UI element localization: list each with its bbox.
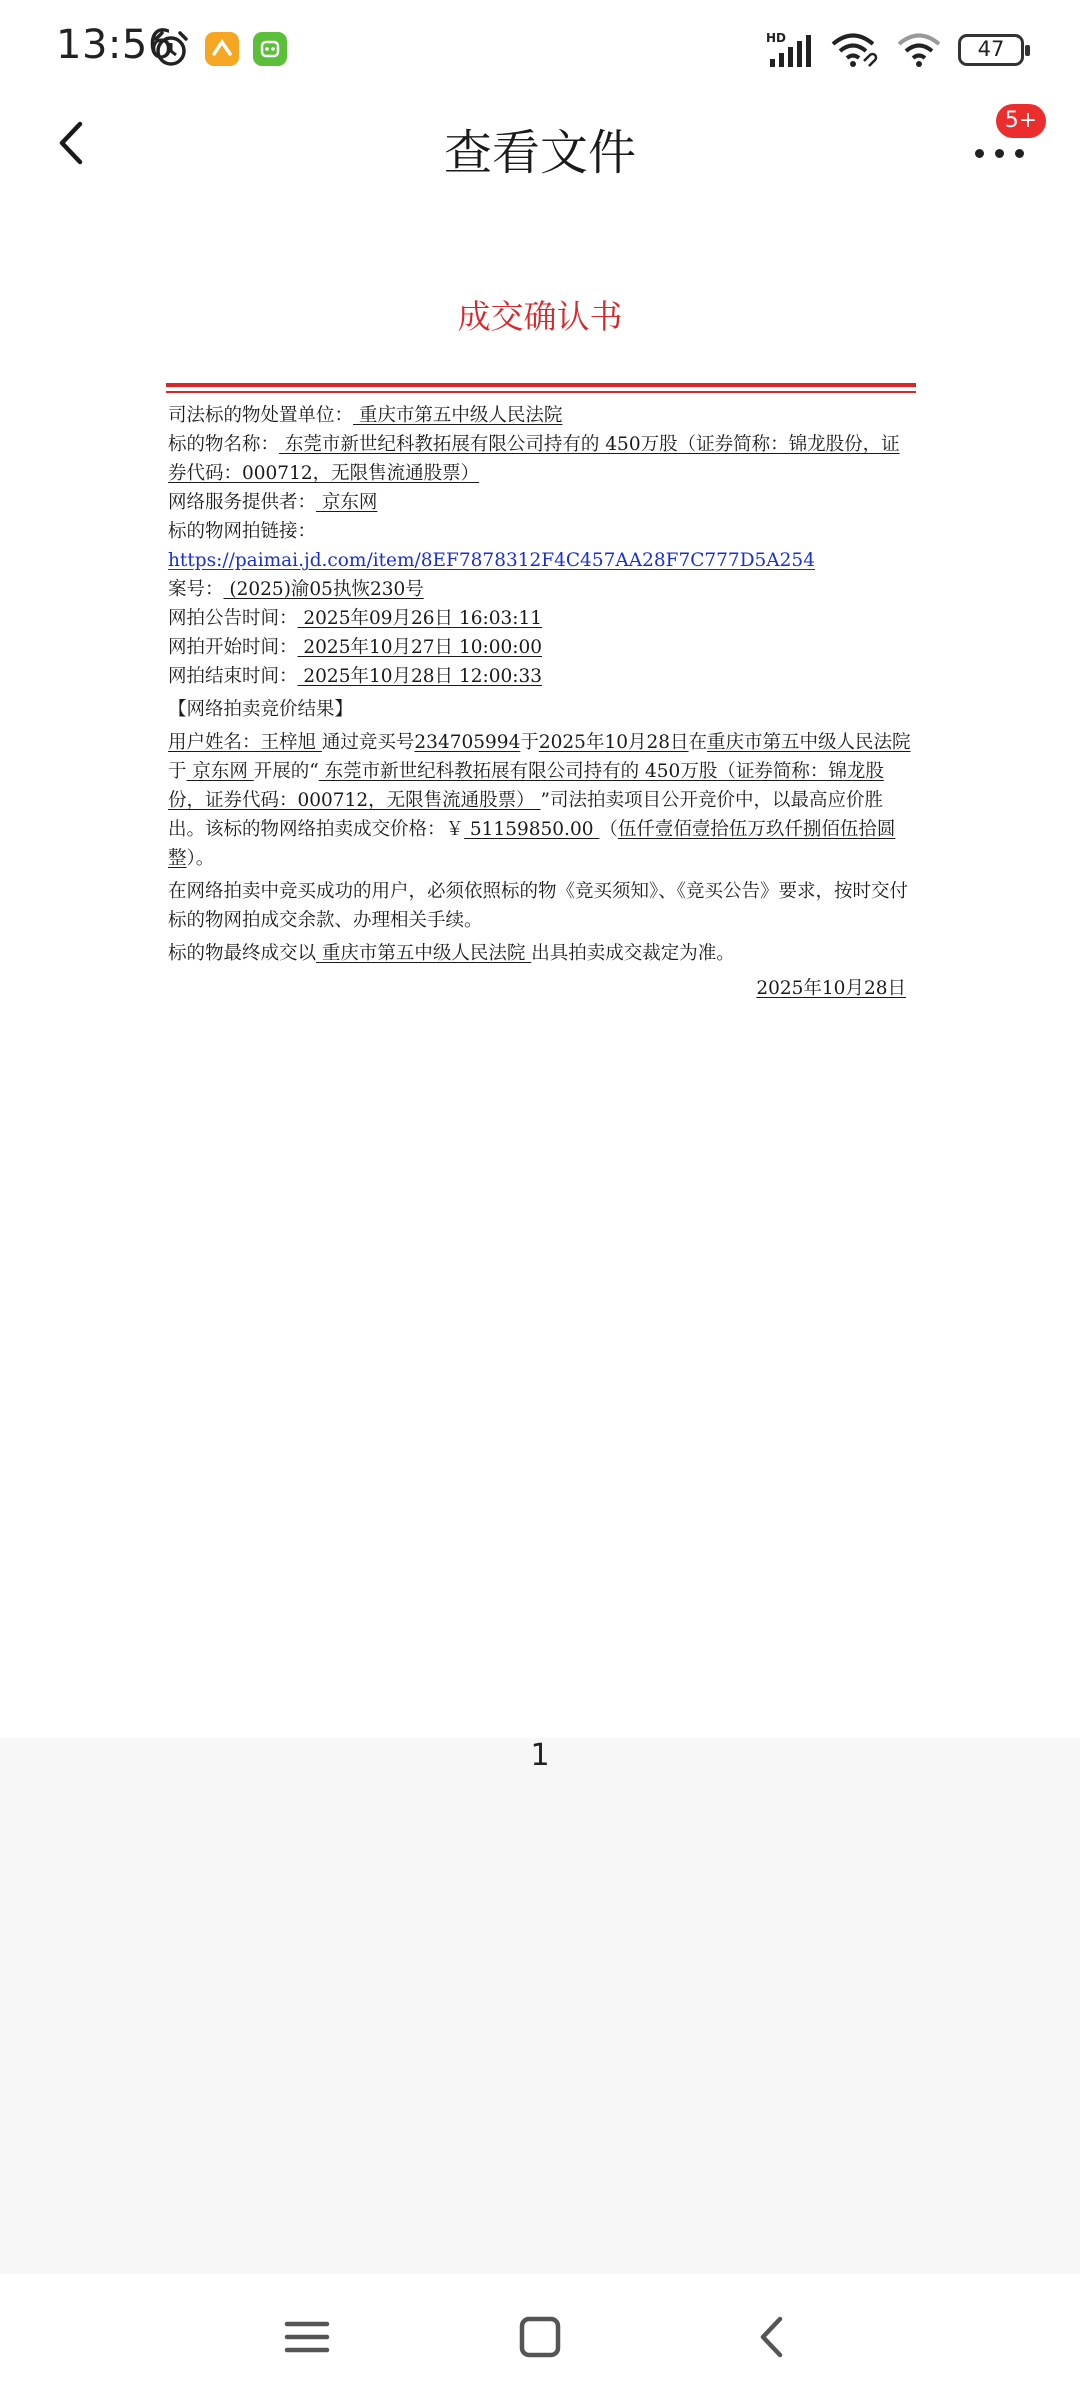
field-row — [168, 517, 916, 575]
final-paragraph — [168, 939, 916, 968]
app-orange-icon — [205, 32, 239, 66]
court-name: 重庆市第五中级人民法院 — [707, 732, 911, 753]
field-label: 网拍结束时间： — [168, 666, 298, 687]
price-in-words: 伍仟壹佰壹拾伍万玖仟捌佰伍拾圆整 — [168, 819, 896, 869]
system-nav-bar — [0, 2274, 1080, 2400]
court-name: 重庆市第五中级人民法院 — [316, 943, 532, 964]
result-text: ）。 — [186, 848, 215, 869]
field-value: 京东网 — [316, 492, 378, 513]
document-body — [168, 401, 916, 1003]
result-text: 于 — [168, 761, 187, 782]
status-time: 13:56 — [56, 22, 174, 68]
bid-number: 234705994 — [414, 732, 521, 753]
notice-paragraph: 在网络拍卖中竞买成功的用户，必须依照标的物《竞买须知》、《竞买公告》要求，按时交付标的物网拍成交余款、办理相关手续。 — [168, 881, 909, 931]
more-dot — [995, 149, 1004, 158]
final-price: 51159850.00 — [464, 819, 600, 840]
alarm-icon — [152, 30, 190, 68]
result-text: 通过竞买号 — [321, 732, 415, 753]
field-value: 东莞市新世纪科教拓展有限公司持有的 450万股（证券简称：锦龙股份，证券代码：000712，无限售流通股票） — [168, 434, 900, 484]
header-rule-thin — [166, 391, 916, 393]
winner-name: 用户姓名：王梓旭 — [168, 732, 322, 753]
field-row — [168, 575, 916, 604]
field-label: 司法标的物处置单位： — [168, 405, 354, 426]
result-text: 开展的“ — [253, 761, 319, 782]
field-row — [168, 604, 916, 633]
field-label: 网拍开始时间： — [168, 637, 298, 658]
field-row — [168, 488, 916, 517]
field-label: 标的物名称： — [168, 434, 280, 455]
home-icon[interactable] — [505, 2302, 575, 2372]
item-name: 东莞市新世纪科教拓展有限公司持有的 450万股（证券简称：锦龙股份，证券代码：000712，无限售流通股票） — [168, 761, 884, 811]
field-label: 案号： — [168, 579, 224, 600]
result-text: 在 — [688, 732, 708, 753]
field-row — [168, 662, 916, 691]
notification-badge: 5+ — [996, 104, 1046, 138]
top-app-bar — [0, 96, 1080, 196]
result-heading: 【网络拍卖竞价结果】 — [168, 699, 354, 720]
signal-icon — [766, 31, 814, 69]
result-text: （ — [599, 819, 618, 840]
menu-icon[interactable] — [272, 2302, 342, 2372]
field-label: 网络服务提供者： — [168, 492, 317, 513]
page-number: 1 — [530, 1738, 550, 1773]
field-value: (2025)渝05执恢230号 — [223, 579, 424, 600]
result-date: 2025年10月28日 — [538, 732, 689, 753]
field-label: 标的物网拍链接： — [168, 521, 317, 542]
result-text: ”司法拍卖项目公开竞价中，以最高应价胜出。该标的物网络拍卖成交价格：￥ — [168, 790, 883, 840]
svg-text:HD: HD — [766, 31, 787, 45]
signature-date: 2025年10月28日 — [756, 978, 906, 999]
field-label: 网拍公告时间： — [168, 608, 298, 629]
field-row — [168, 633, 916, 662]
final-text: 出具拍卖成交裁定为准。 — [531, 943, 735, 964]
page-title: 查看文件 — [443, 125, 636, 181]
viewer-background — [0, 1738, 1080, 2274]
field-row — [168, 401, 916, 430]
app-green-icon — [253, 32, 287, 66]
field-row — [168, 430, 916, 488]
final-text: 标的物最终成交以 — [168, 943, 317, 964]
more-dots-icon — [975, 149, 984, 158]
field-value: 重庆市第五中级人民法院 — [353, 405, 563, 426]
platform-name: 京东网 — [186, 761, 254, 782]
result-paragraph — [168, 728, 916, 873]
back-icon[interactable] — [738, 2302, 808, 2372]
header-rule — [166, 383, 916, 387]
battery-icon: 47 — [958, 34, 1024, 66]
wifi-link-icon — [830, 31, 880, 69]
wifi-icon — [896, 31, 942, 69]
auction-link[interactable]: https://paimai.jd.com/item/8EF7878312F4C457AA28F7C777D5A254 — [168, 550, 815, 571]
field-value: 2025年10月28日 12:00:33 — [297, 666, 543, 687]
result-text: 于 — [520, 732, 539, 753]
document-title: 成交确认书 — [457, 297, 623, 336]
more-dot — [1015, 149, 1024, 158]
status-bar — [0, 0, 1080, 96]
document-page[interactable] — [0, 196, 1080, 1738]
signature-date-row — [168, 974, 916, 1003]
field-value: 2025年10月27日 10:00:00 — [297, 637, 543, 658]
field-value: 2025年09月26日 16:03:11 — [297, 608, 543, 629]
